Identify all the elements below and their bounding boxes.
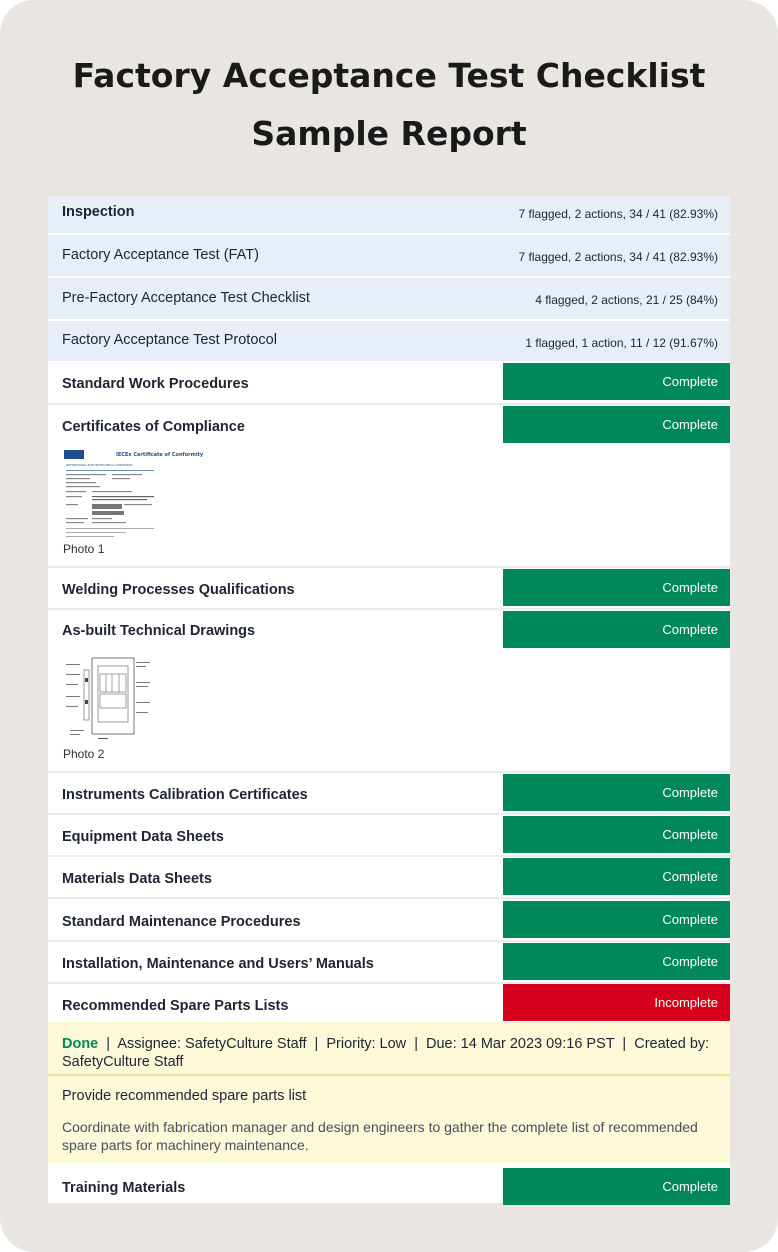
item-label: Instruments Calibration Certificates	[62, 787, 308, 803]
status-badge: Complete	[503, 774, 730, 811]
summary-meta: 1 flagged, 1 action, 11 / 12 (91.67%)	[525, 336, 718, 350]
item-label: Installation, Maintenance and Users’ Manuals	[62, 956, 374, 972]
item-row	[48, 405, 730, 566]
item-row	[48, 1165, 730, 1203]
summary-label: Pre-Factory Acceptance Test Checklist	[62, 290, 310, 306]
action-status: Done	[62, 1036, 99, 1052]
status-badge: Incomplete	[503, 984, 730, 1021]
summary-label: Factory Acceptance Test (FAT)	[62, 247, 259, 263]
photo-label: Photo 2	[63, 747, 105, 761]
item-label: Recommended Spare Parts Lists	[62, 998, 289, 1014]
status-badge: Complete	[503, 943, 730, 980]
status-badge: Complete	[503, 363, 730, 400]
status-badge: Complete	[503, 816, 730, 853]
item-row	[48, 857, 730, 897]
cert-heading-text: IECEx Certificate of Conformity	[116, 452, 204, 458]
action-divider	[48, 1074, 730, 1076]
status-badge: Complete	[503, 858, 730, 895]
cert-subheading-text: INTERNATIONAL ELECTROTECHNICAL COMMISSION	[66, 464, 133, 467]
technical-drawing-thumbnail-icon[interactable]	[62, 652, 160, 744]
status-badge: Complete	[503, 569, 730, 606]
summary-label: Factory Acceptance Test Protocol	[62, 332, 277, 348]
status-badge: Complete	[503, 901, 730, 938]
item-label: Standard Work Procedures	[62, 376, 249, 392]
item-row	[48, 773, 730, 813]
item-row	[48, 362, 730, 403]
item-row	[48, 815, 730, 855]
item-row	[48, 568, 730, 608]
summary-row-fat[interactable]	[48, 235, 730, 276]
status-badge: Complete	[503, 611, 730, 648]
action-title: Provide recommended spare parts list	[62, 1088, 307, 1104]
item-label: Standard Maintenance Procedures	[62, 914, 301, 930]
item-label: Welding Processes Qualifications	[62, 582, 295, 598]
item-row	[48, 984, 730, 1022]
item-label: Training Materials	[62, 1180, 186, 1196]
action-card[interactable]	[48, 1022, 730, 1163]
summary-row-pre-fat[interactable]	[48, 278, 730, 319]
certificate-thumbnail-icon[interactable]	[62, 448, 204, 540]
item-label: Materials Data Sheets	[62, 871, 212, 887]
action-details-text: Assignee: SafetyCulture Staff | Priority: Low | Due: 14 Mar 2023 09:16 PST | Created by: SafetyCulture Staff	[62, 1036, 714, 1070]
item-row	[48, 610, 730, 771]
item-row	[48, 942, 730, 982]
item-label: Equipment Data Sheets	[62, 829, 224, 845]
summary-meta: 7 flagged, 2 actions, 34 / 41 (82.93%)	[518, 207, 718, 221]
page-title-line-1: Factory Acceptance Test Checklist	[72, 56, 706, 95]
report-table	[48, 196, 730, 1203]
status-badge: Complete	[503, 1168, 730, 1205]
item-label: Certificates of Compliance	[62, 419, 245, 435]
action-status-separator: |	[98, 1036, 118, 1052]
summary-row-fat-protocol[interactable]	[48, 321, 730, 361]
item-label: As-built Technical Drawings	[62, 623, 256, 639]
action-details	[62, 1035, 716, 1071]
item-row	[48, 899, 730, 940]
photo-label: Photo 1	[63, 542, 105, 556]
summary-meta: 7 flagged, 2 actions, 34 / 41 (82.93%)	[518, 250, 718, 264]
action-description: Coordinate with fabrication manager and design engineers to gather the complete list of recommended spare parts for machinery maintenance.	[62, 1119, 698, 1153]
summary-meta: 4 flagged, 2 actions, 21 / 25 (84%)	[535, 293, 718, 307]
summary-row-inspection[interactable]	[48, 196, 730, 233]
summary-label: Inspection	[62, 204, 135, 220]
status-badge: Complete	[503, 406, 730, 443]
page-title-line-2: Sample Report	[251, 114, 527, 153]
